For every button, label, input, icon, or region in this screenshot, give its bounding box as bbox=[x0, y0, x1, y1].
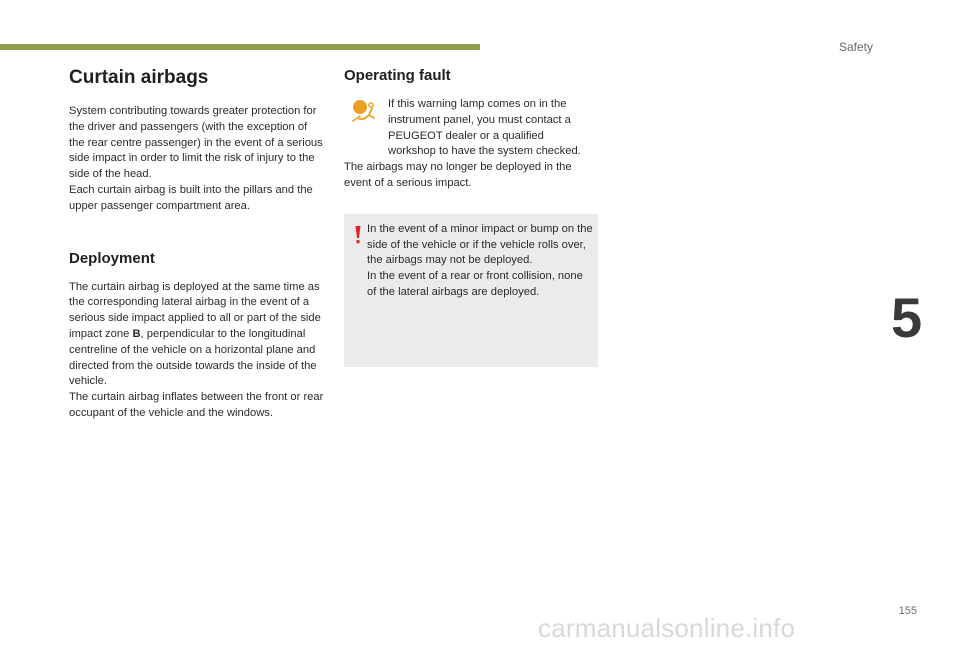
chapter-number: 5 bbox=[891, 286, 923, 349]
notice-box bbox=[344, 214, 598, 367]
watermark: carmanualsonline.info bbox=[538, 613, 796, 643]
notice-paragraph-2: In the event of a rear or front collision, none of the lateral airbags are deployed. bbox=[367, 270, 583, 298]
deployment-text-b: , perpendicular to the longitudinal centreline of the vehicle on a horizontal plane and directed from the outside towards the inside of the vehicle. bbox=[69, 327, 317, 388]
fault-consequence-text: The airbags may no longer be deployed in the event of a serious impact. bbox=[344, 161, 572, 189]
notice-paragraph-1: In the event of a minor impact or bump on the side of the vehicle or if the vehicle rolls over, the airbags may not be deployed. bbox=[367, 222, 593, 267]
operating-fault-heading: Operating fault bbox=[344, 67, 451, 84]
section-label: Safety bbox=[838, 40, 873, 54]
middle-column bbox=[344, 66, 600, 367]
intro-paragraph-1: System contributing towards greater protection for the driver and passengers (with the exception of the rear centre passenger) in the event of a serious side impact in order to limit the risk of injury to the side of the head. bbox=[69, 105, 323, 181]
intro-paragraph-2: Each curtain airbag is built into the pillars and the upper passenger compartment area. bbox=[69, 183, 313, 212]
warning-lamp-text: If this warning lamp comes on in the instrument panel, you must contact a PEUGEOT dealer or a qualified workshop to have the system checked. bbox=[388, 98, 581, 158]
zone-label: B bbox=[132, 327, 141, 340]
airbag-warning-lamp-icon bbox=[344, 97, 388, 160]
header-accent-bar bbox=[0, 44, 480, 50]
exclamation-icon bbox=[354, 226, 362, 250]
deployment-heading: Deployment bbox=[69, 249, 155, 267]
warning-lamp-row bbox=[344, 97, 600, 160]
left-column bbox=[69, 66, 325, 422]
page-number: 155 bbox=[898, 605, 917, 617]
deployment-paragraph-2: The curtain airbag inflates between the front or rear occupant of the vehicle and the windows. bbox=[69, 391, 324, 419]
deployment-paragraph-1 bbox=[69, 280, 325, 391]
deployment-text-a: The curtain airbag is deployed at the same time as the corresponding lateral airbag in the event of a serious side impact applied to all or part of the side impact zone bbox=[69, 280, 321, 340]
page-title: Curtain airbags bbox=[69, 67, 209, 88]
